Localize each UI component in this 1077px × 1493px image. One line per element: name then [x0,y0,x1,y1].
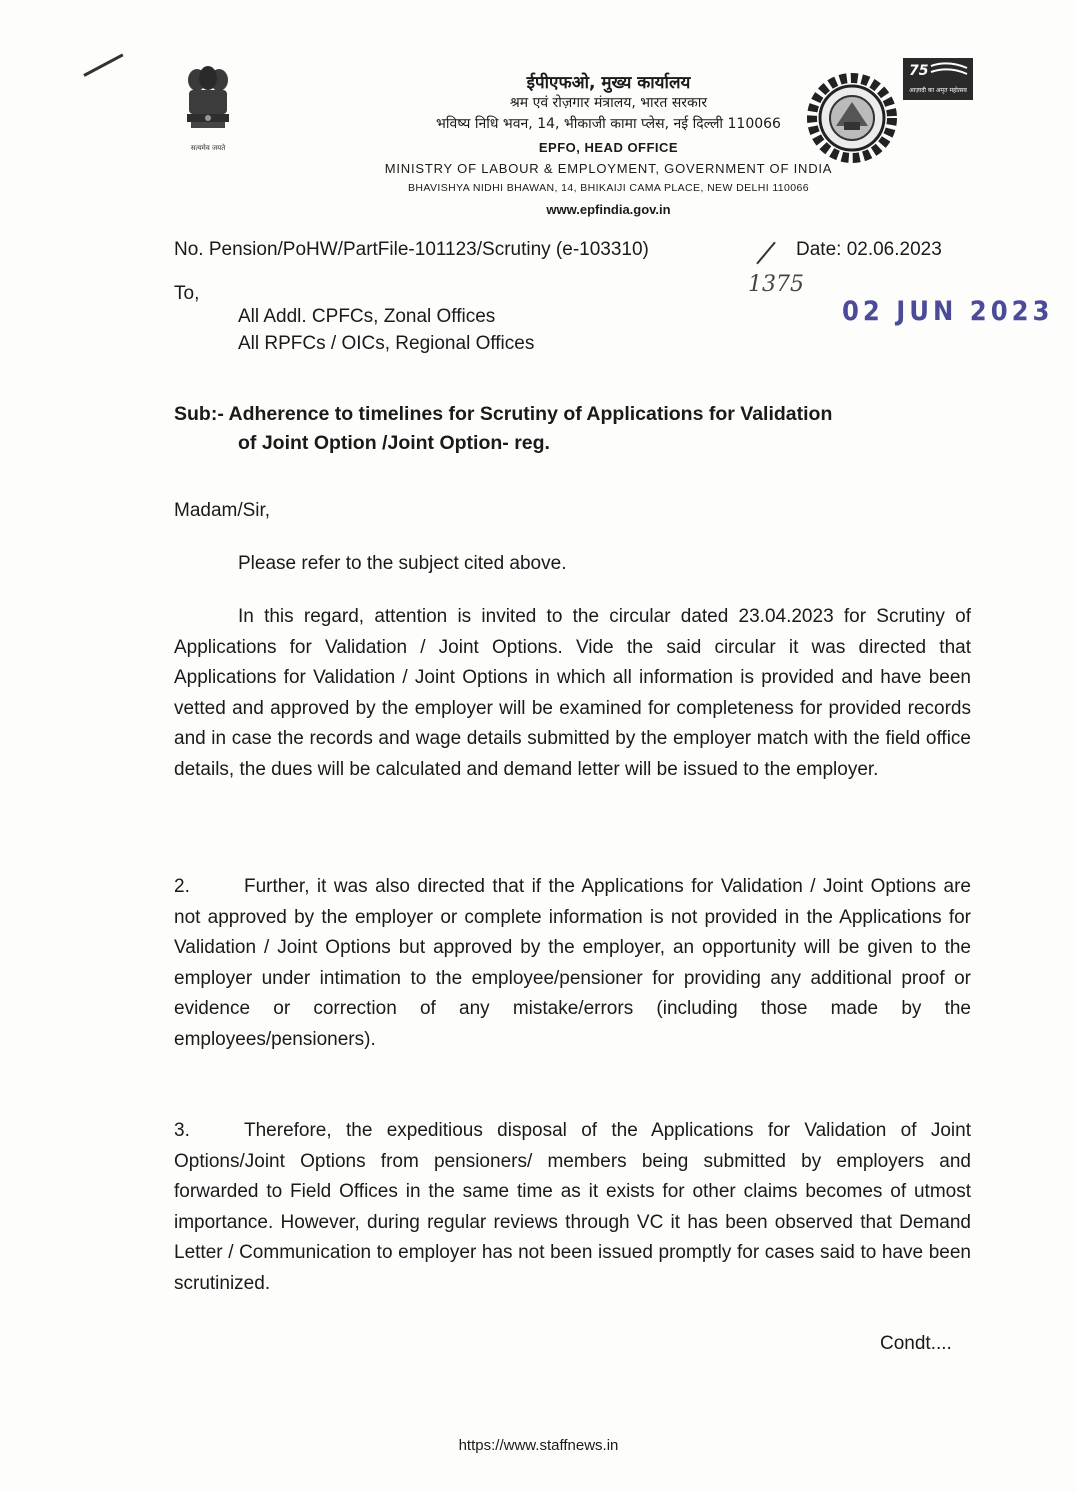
paragraph-3-text: Therefore, the expeditious disposal of the Applications for Validation of Joint Options/Joint Options from pensioners/ members being submitted by employers and forwarded to Field Offices in the same time as it exists for other claims becomes of utmost importance. However, during regular reviews through VC it has been observed that Demand Letter / Communication to employer has not been issued promptly for cases said to have been scrutinized. [174,1120,971,1294]
header-hindi-ministry: श्रम एवं रोज़गार मंत्रालय, भारत सरकार [509,95,708,111]
paragraph-intro: In this regard, attention is invited to the circular dated 23.04.2023 for Scrutiny of Applications for Validation / Joint Options. Vide the said circular it was directed that Applications for Validation / Joint Options in which all information is provided and have been vetted and approved by the employer will be examined for completeness for provided records and in case the records and wage details submitted by the employer match with the field office details, the dues will be calculated and demand letter will be issued to the employer. [174,606,971,780]
reference-date: Date: 02.06.2023 [796,239,942,260]
subject-line-2: of Joint Option /Joint Option- reg. [238,432,550,454]
header-address: BHAVISHYA NIDHI BHAWAN, 14, BHIKAIJI CAMA PLACE, NEW DELHI 110066 [407,182,809,194]
header-website: www.epfindia.gov.in [546,202,671,217]
paragraph-2-number: 2. [174,876,190,897]
salutation: Madam/Sir, [174,500,271,521]
address-to: To, [174,283,200,304]
paragraph-3-number: 3. [174,1120,190,1141]
paragraph-2-text: Further, it was also directed that if the Applications for Validation / Joint Options are not approved by the employer or complete information is not provided in the Applications for Validation / Joint Options but approved by the employer, an opportunity will be given to the employer under intimation to the employee/pensioner for providing any additional proof or evidence or correction of any mistake/errors (including those made by the employees/pensioners). [174,876,971,1050]
header-hindi-address: भविष्य निधि भवन, 14, भीकाजी कामा प्लेस, नई दिल्ली 110066 [436,116,781,132]
footer-url: https://www.staffnews.in [458,1437,619,1454]
received-date-stamp: 02 JUN 2023 [842,296,1054,327]
paragraph-2 [174,872,971,1056]
azadi-text: आज़ादी का अमृत महोत्सव [909,87,967,94]
handwritten-slash [756,242,776,265]
emblem-caption: सत्यमेव जयते [190,144,226,152]
reference-number: No. Pension/PoHW/PartFile-101123/Scrutiny (e-103310) [174,239,649,260]
azadi-ka-amrit-mahotsav-logo [903,58,973,100]
header-ministry: MINISTRY OF LABOUR & EMPLOYMENT, GOVERNMENT OF INDIA [384,161,833,176]
paragraph-3 [174,1116,971,1300]
epfo-logo-icon [806,72,898,164]
addressee-line-2: All RPFCs / OICs, Regional Offices [238,333,535,354]
reference-line: Please refer to the subject cited above. [238,553,567,574]
continued-marker: Condt.... [880,1333,952,1354]
subject-line-1: Sub:- Adherence to timelines for Scrutiny of Applications for Validation [174,403,833,425]
header-hindi-title: ईपीएफओ, मुख्य कार्यालय [526,73,691,93]
addressee-line-1: All Addl. CPFCs, Zonal Offices [238,306,496,327]
header-office-name: EPFO, HEAD OFFICE [538,140,679,155]
azadi-number: 75 [909,63,929,79]
handwritten-diary-number: 1375 [748,272,804,297]
subject [174,400,974,458]
